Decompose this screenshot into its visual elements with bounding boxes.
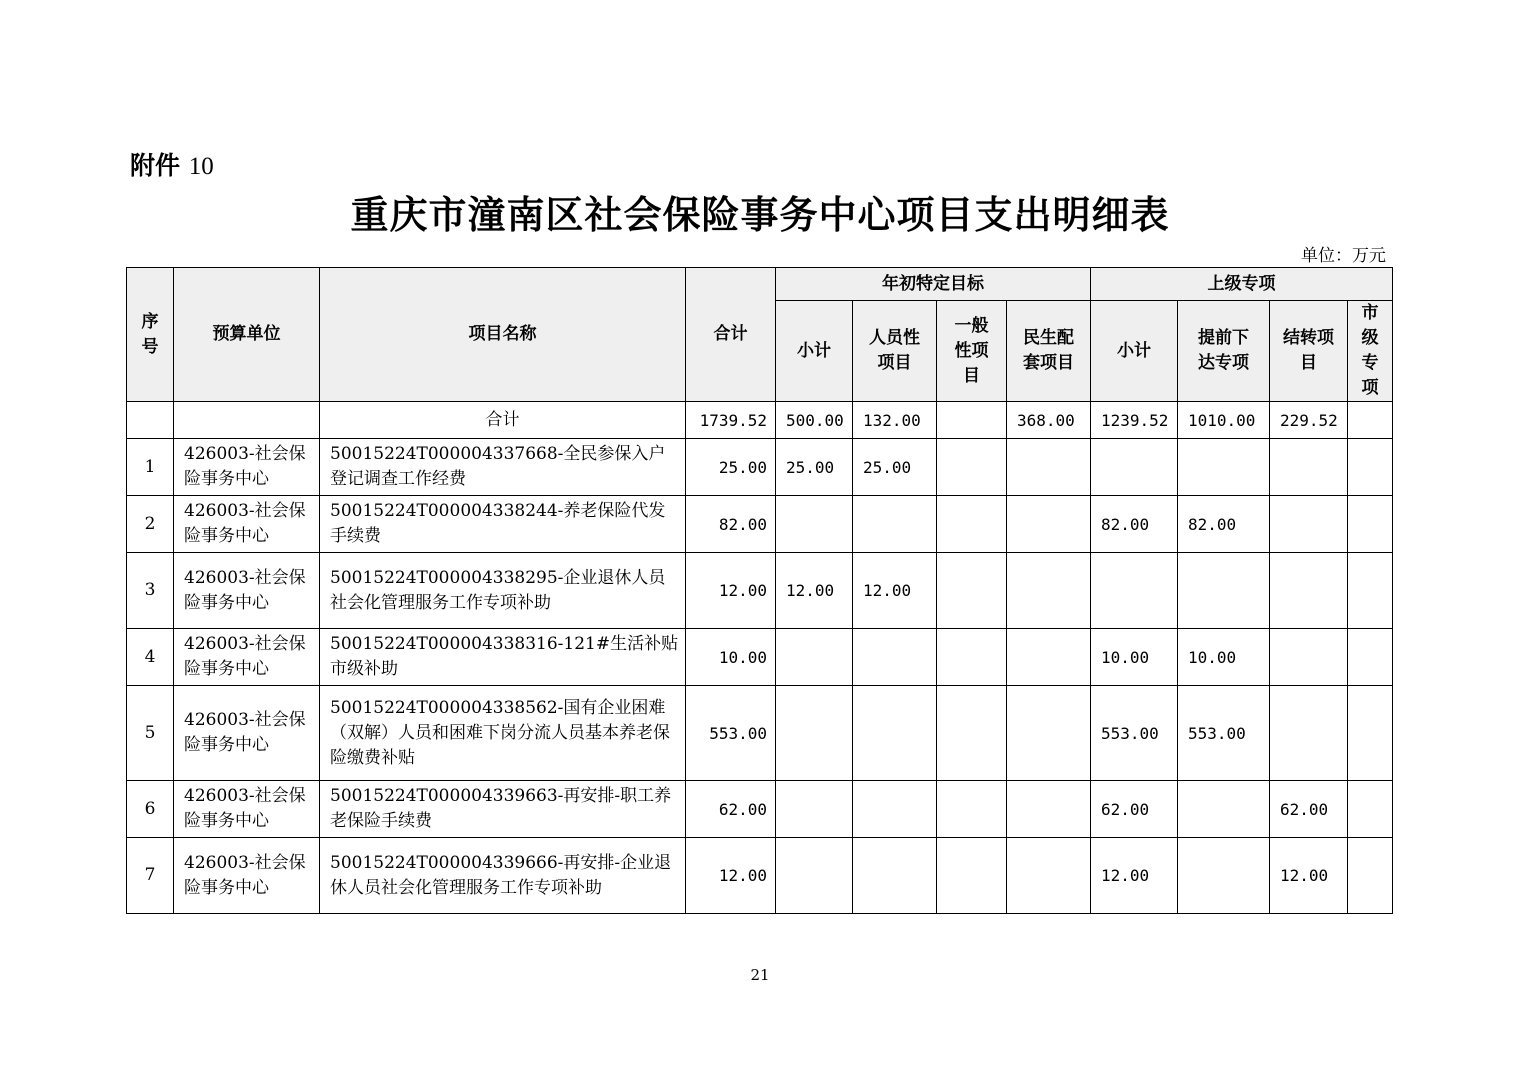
cell-project: 50015224T000004338562-国有企业困难（双解）人员和困难下岗分流人员基本养老保险缴费补贴 [320, 686, 686, 781]
cell-annual-subtotal [776, 629, 853, 686]
col-project: 项目名称 [320, 268, 686, 402]
cell-annual-personnel: 25.00 [853, 439, 937, 496]
col-total: 合计 [686, 268, 776, 402]
cell-unit: 426003-社会保险事务中心 [174, 781, 320, 838]
cell-sup-advance [1178, 553, 1270, 629]
table-row [127, 553, 1393, 629]
cell-annual-livelihood [1007, 686, 1091, 781]
table-row [127, 439, 1393, 496]
cell-total: 62.00 [686, 781, 776, 838]
cell-sup-city [1348, 439, 1393, 496]
cell-total: 82.00 [686, 496, 776, 553]
cell-annual-personnel: 132.00 [853, 402, 937, 439]
cell-annual-general [937, 686, 1007, 781]
cell-seq: 3 [127, 553, 174, 629]
cell-seq: 6 [127, 781, 174, 838]
table-row [127, 838, 1393, 914]
col-unit: 预算单位 [174, 268, 320, 402]
unit-label: 单位：万元 [1301, 246, 1386, 266]
cell-annual-general [937, 838, 1007, 914]
cell-unit: 426003-社会保险事务中心 [174, 553, 320, 629]
cell-annual-subtotal [776, 496, 853, 553]
col-sup-advance: 提前下达专项 [1178, 301, 1270, 402]
cell-annual-general [937, 402, 1007, 439]
attachment-number: 10 [188, 153, 214, 180]
col-seq: 序号 [127, 268, 174, 402]
col-sup-carryover: 结转项目 [1270, 301, 1348, 402]
cell-unit: 426003-社会保险事务中心 [174, 686, 320, 781]
cell-total: 1739.52 [686, 402, 776, 439]
cell-project: 50015224T000004337668-全民参保入户登记调查工作经费 [320, 439, 686, 496]
cell-total: 25.00 [686, 439, 776, 496]
cell-annual-livelihood: 368.00 [1007, 402, 1091, 439]
cell-sup-advance [1178, 781, 1270, 838]
cell-annual-subtotal: 12.00 [776, 553, 853, 629]
table-row [127, 686, 1393, 781]
cell-sup-subtotal: 12.00 [1091, 838, 1178, 914]
cell-sup-advance: 10.00 [1178, 629, 1270, 686]
cell-sup-city [1348, 838, 1393, 914]
cell-annual-livelihood [1007, 496, 1091, 553]
attachment-label-text: 附件 [130, 151, 181, 180]
table-header [127, 268, 1393, 402]
col-sup-city: 市级专项 [1348, 301, 1393, 402]
table-row [127, 629, 1393, 686]
cell-annual-livelihood [1007, 838, 1091, 914]
cell-sup-subtotal: 1239.52 [1091, 402, 1178, 439]
attachment-label [130, 146, 214, 182]
cell-sup-city [1348, 496, 1393, 553]
col-annual-livelihood: 民生配套项目 [1007, 301, 1091, 402]
cell-project: 50015224T000004339663-再安排-职工养老保险手续费 [320, 781, 686, 838]
cell-project: 50015224T000004338295-企业退休人员社会化管理服务工作专项补助 [320, 553, 686, 629]
cell-annual-livelihood [1007, 781, 1091, 838]
cell-sup-advance: 82.00 [1178, 496, 1270, 553]
cell-sup-carryover [1270, 686, 1348, 781]
cell-seq: 7 [127, 838, 174, 914]
total-row [127, 402, 1393, 439]
col-group-annual: 年初特定目标 [776, 268, 1091, 301]
cell-annual-subtotal [776, 838, 853, 914]
cell-annual-general [937, 496, 1007, 553]
cell-total: 12.00 [686, 553, 776, 629]
col-annual-subtotal: 小计 [776, 301, 853, 402]
cell-annual-subtotal: 500.00 [776, 402, 853, 439]
cell-sup-city [1348, 629, 1393, 686]
cell-annual-subtotal [776, 781, 853, 838]
cell-annual-personnel [853, 838, 937, 914]
cell-annual-livelihood [1007, 553, 1091, 629]
cell-project: 50015224T000004338244-养老保险代发手续费 [320, 496, 686, 553]
cell-sup-carryover [1270, 496, 1348, 553]
cell-sup-carryover [1270, 439, 1348, 496]
cell-sup-advance: 1010.00 [1178, 402, 1270, 439]
page-title: 重庆市潼南区社会保险事务中心项目支出明细表 [350, 192, 1170, 237]
cell-annual-personnel [853, 496, 937, 553]
expenditure-table [126, 267, 1393, 914]
cell-annual-subtotal: 25.00 [776, 439, 853, 496]
cell-sup-carryover: 229.52 [1270, 402, 1348, 439]
page-number: 21 [750, 966, 770, 984]
cell-seq: 5 [127, 686, 174, 781]
cell-sup-advance [1178, 439, 1270, 496]
cell-sup-subtotal: 553.00 [1091, 686, 1178, 781]
cell-annual-livelihood [1007, 629, 1091, 686]
cell-annual-personnel [853, 629, 937, 686]
cell-annual-personnel [853, 686, 937, 781]
cell-total: 12.00 [686, 838, 776, 914]
cell-annual-general [937, 781, 1007, 838]
cell-project: 50015224T000004339666-再安排-企业退休人员社会化管理服务工作专项补助 [320, 838, 686, 914]
cell-project: 50015224T000004338316-121#生活补贴市级补助 [320, 629, 686, 686]
cell-sup-carryover: 62.00 [1270, 781, 1348, 838]
cell-sup-carryover: 12.00 [1270, 838, 1348, 914]
cell-total: 10.00 [686, 629, 776, 686]
cell-total: 553.00 [686, 686, 776, 781]
cell-sup-subtotal [1091, 439, 1178, 496]
cell-sup-city [1348, 553, 1393, 629]
col-annual-personnel: 人员性项目 [853, 301, 937, 402]
cell-annual-general [937, 439, 1007, 496]
cell-unit: 426003-社会保险事务中心 [174, 838, 320, 914]
cell-sup-carryover [1270, 629, 1348, 686]
cell-seq: 4 [127, 629, 174, 686]
cell-annual-general [937, 553, 1007, 629]
cell-unit: 426003-社会保险事务中心 [174, 629, 320, 686]
cell-sup-subtotal: 10.00 [1091, 629, 1178, 686]
cell-sup-subtotal: 62.00 [1091, 781, 1178, 838]
cell-annual-livelihood [1007, 439, 1091, 496]
cell-sup-subtotal [1091, 553, 1178, 629]
cell-unit: 426003-社会保险事务中心 [174, 439, 320, 496]
cell-sup-subtotal: 82.00 [1091, 496, 1178, 553]
cell-annual-personnel: 12.00 [853, 553, 937, 629]
col-group-superior: 上级专项 [1091, 268, 1393, 301]
cell-sup-city [1348, 686, 1393, 781]
cell-sup-city [1348, 781, 1393, 838]
cell-unit: 426003-社会保险事务中心 [174, 496, 320, 553]
table-row [127, 781, 1393, 838]
total-row-label: 合计 [320, 402, 686, 439]
cell-sup-carryover [1270, 553, 1348, 629]
cell-seq: 2 [127, 496, 174, 553]
cell-sup-advance [1178, 838, 1270, 914]
table-row [127, 496, 1393, 553]
cell-annual-subtotal [776, 686, 853, 781]
cell-sup-city [1348, 402, 1393, 439]
cell-annual-general [937, 629, 1007, 686]
col-annual-general: 一般性项目 [937, 301, 1007, 402]
col-sup-subtotal: 小计 [1091, 301, 1178, 402]
cell-seq: 1 [127, 439, 174, 496]
cell-annual-personnel [853, 781, 937, 838]
cell-sup-advance: 553.00 [1178, 686, 1270, 781]
